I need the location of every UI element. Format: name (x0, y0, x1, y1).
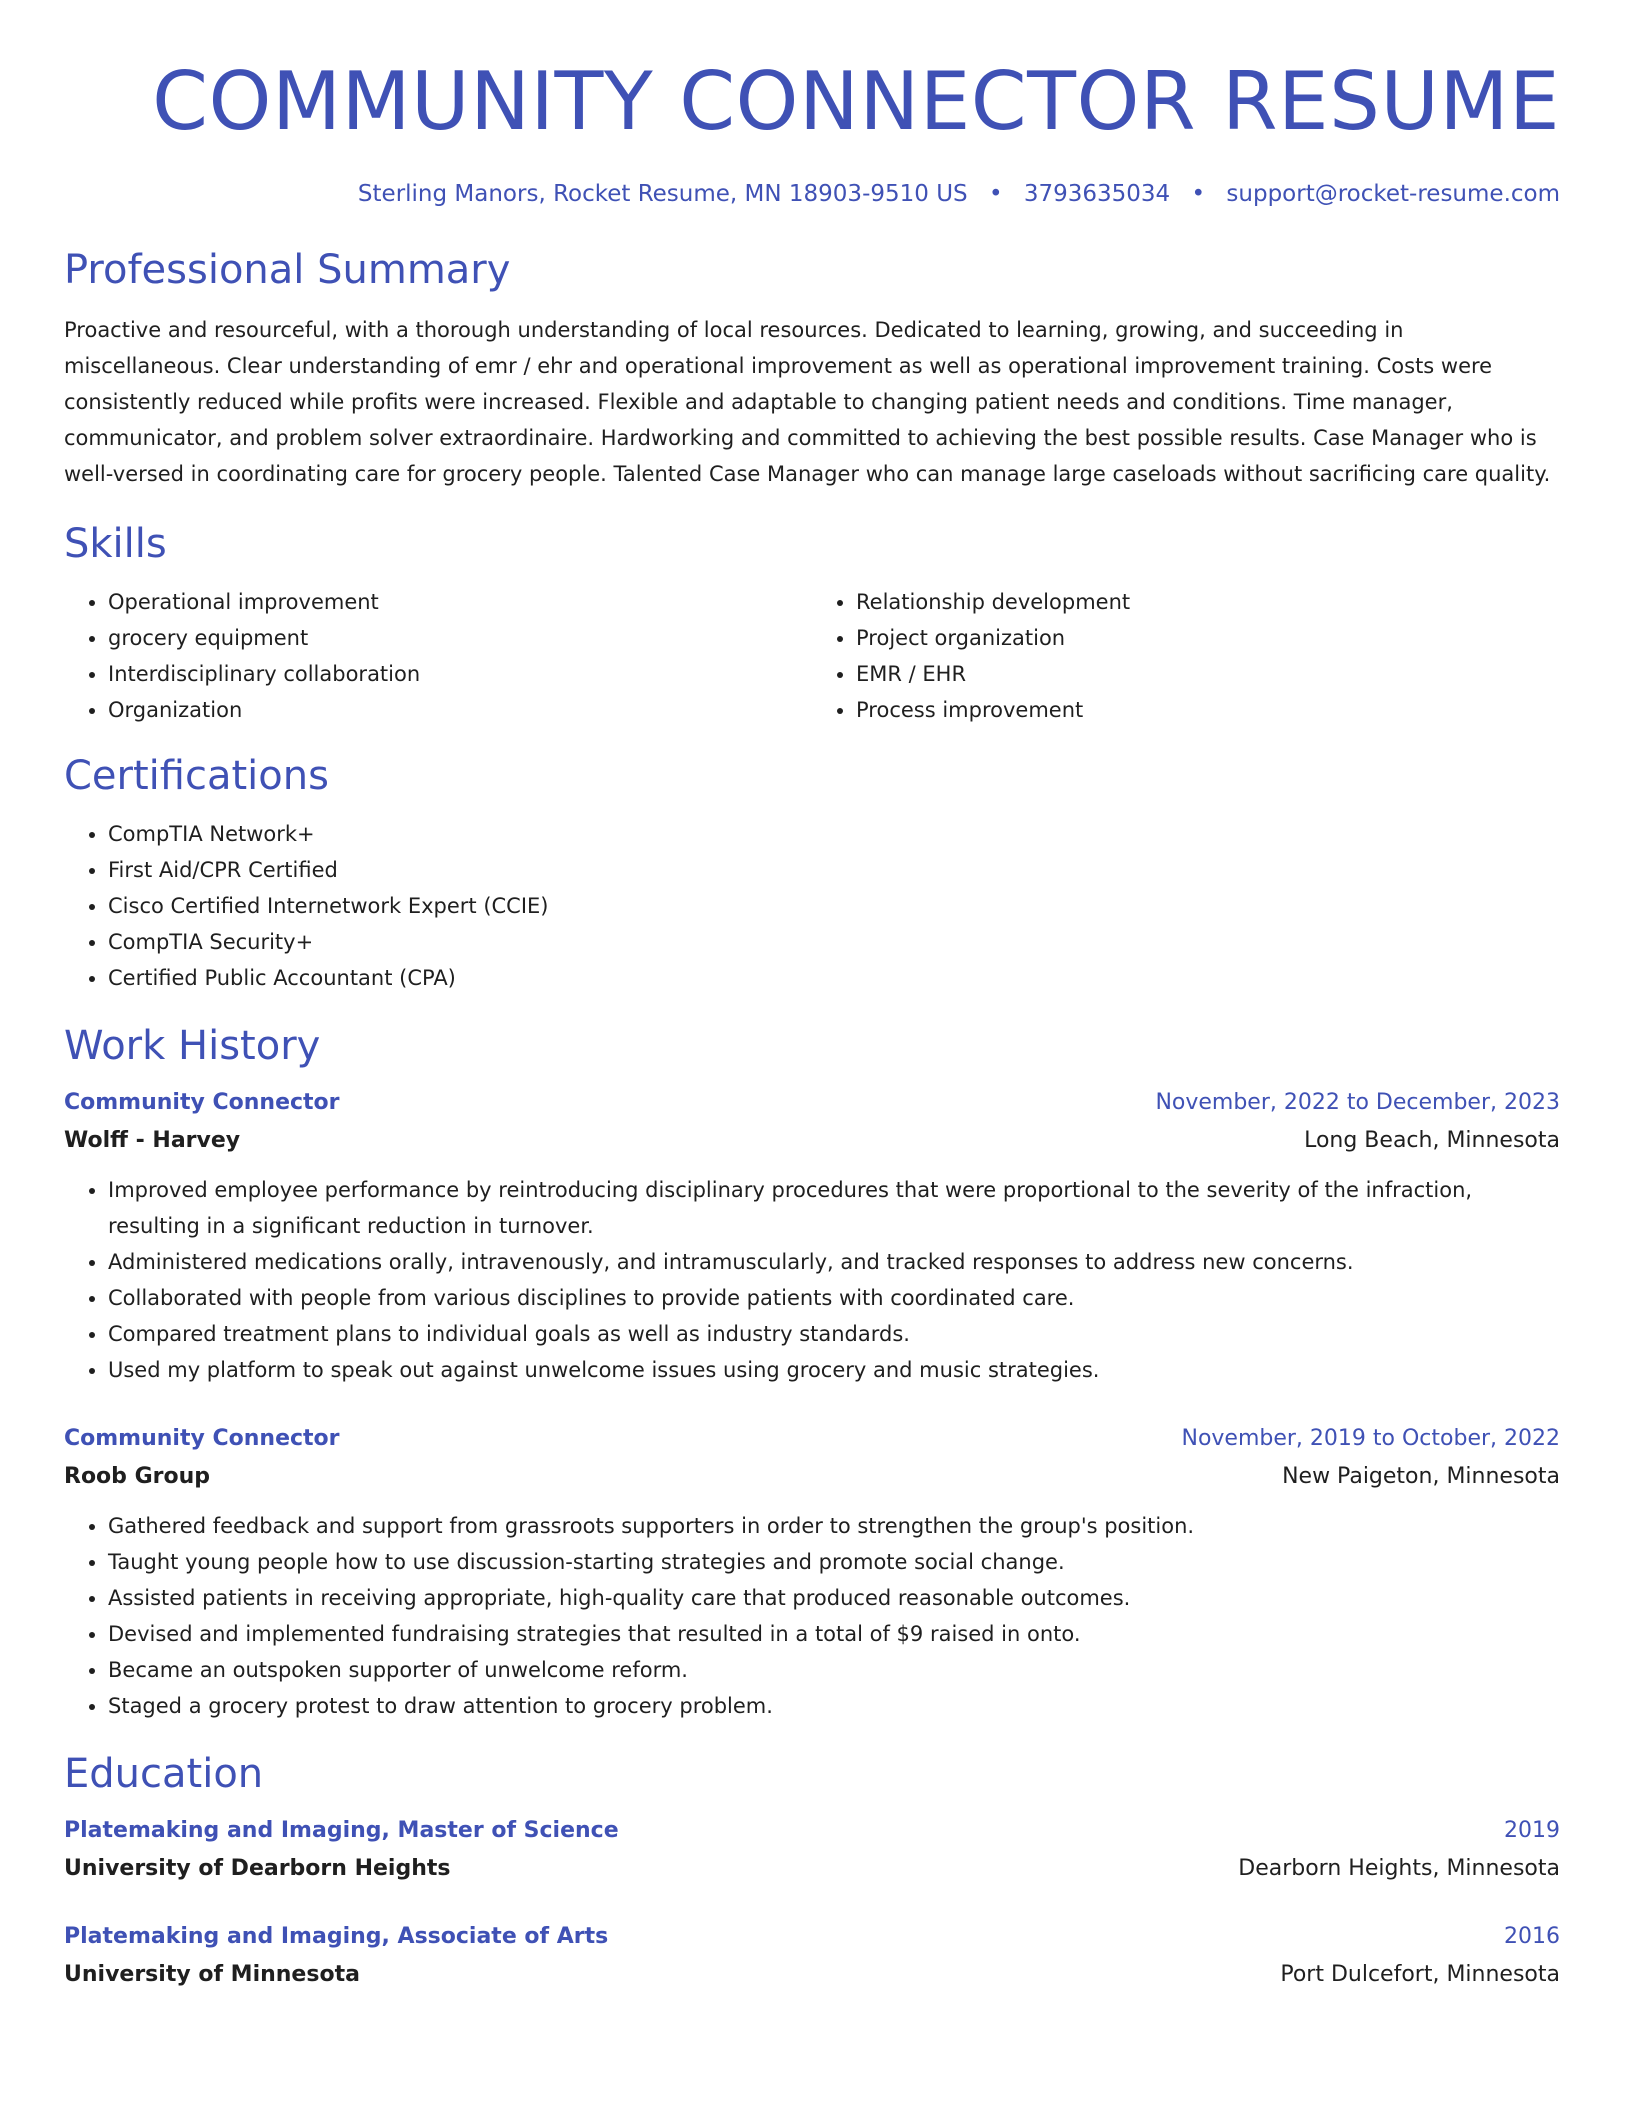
skill-item: • Process improvement (856, 692, 1560, 728)
certification-item: • CompTIA Network+ (108, 816, 1560, 852)
job-location: Long Beach, Minnesota (1304, 1128, 1560, 1153)
education-heading: Education (64, 1751, 264, 1797)
summary-heading: Professional Summary (64, 247, 511, 293)
skill-item: • EMR / EHR (856, 656, 1560, 692)
job-bullet: • Became an outspoken supporter of unwelcome reform. (108, 1652, 1560, 1688)
education-subheader (64, 1956, 1560, 1994)
work-history-heading: Work History (64, 1023, 321, 1069)
job-bullet: • Devised and implemented fundraising strategies that resulted in a total of $9 raised in onto. (108, 1616, 1560, 1652)
contact-line (64, 178, 1560, 210)
certification-item: • First Aid/CPR Certified (108, 852, 1560, 888)
education-location: Port Dulcefort, Minnesota (1280, 1962, 1560, 1987)
contact-separator: • (988, 181, 1003, 207)
skill-item: • Organization (108, 692, 812, 728)
education-school: University of Minnesota (64, 1962, 360, 1987)
job-bullets (64, 1172, 1560, 1388)
job-bullet: • Compared treatment plans to individual goals as well as industry standards. (108, 1316, 1560, 1352)
job-dates: November, 2022 to December, 2023 (1155, 1090, 1560, 1115)
job-dates: November, 2019 to October, 2022 (1181, 1426, 1560, 1451)
job-title: Community Connector (64, 1090, 340, 1115)
education-subheader (64, 1850, 1560, 1888)
education-header (64, 1918, 1560, 1956)
skill-item: • Operational improvement (108, 584, 812, 620)
job-company: Roob Group (64, 1464, 211, 1489)
job-bullets (64, 1508, 1560, 1724)
skill-item: • Project organization (856, 620, 1560, 656)
education-entry (64, 1918, 1560, 1994)
job-bullet: • Administered medications orally, intravenously, and intramuscularly, and tracked responses to address new concerns. (108, 1244, 1560, 1280)
job-header (64, 1420, 1560, 1458)
job-header (64, 1084, 1560, 1122)
job-title: Community Connector (64, 1426, 340, 1451)
job-bullet: • Gathered feedback and support from grassroots supporters in order to strengthen the group's position. (108, 1508, 1560, 1544)
education-year: 2019 (1504, 1818, 1560, 1843)
contact-phone: 3793635034 (1023, 181, 1171, 207)
education-school: University of Dearborn Heights (64, 1856, 451, 1881)
contact-separator: • (1191, 181, 1206, 207)
skills-column-right (812, 584, 1560, 728)
skills-grid (64, 584, 1560, 728)
certification-item: • CompTIA Security+ (108, 924, 1560, 960)
education-location: Dearborn Heights, Minnesota (1238, 1856, 1560, 1881)
certification-item: • Cisco Certified Internetwork Expert (CCIE) (108, 888, 1560, 924)
education-degree: Platemaking and Imaging, Associate of Arts (64, 1924, 609, 1949)
job-bullet: • Collaborated with people from various disciplines to provide patients with coordinated care. (108, 1280, 1560, 1316)
skill-item: • Interdisciplinary collaboration (108, 656, 812, 692)
skills-heading: Skills (64, 521, 167, 567)
education-year: 2016 (1504, 1924, 1560, 1949)
job-bullet: • Assisted patients in receiving appropriate, high-quality care that produced reasonable outcomes. (108, 1580, 1560, 1616)
summary-text: Proactive and resourceful, with a thorough understanding of local resources. Dedicated to learning, growing, and succeeding in miscellaneous. Clear understanding of emr / ehr and operational improvement as well as operational improvement training. Costs were consistently reduced while profits were increased. Flexible and adaptable to changing patient needs and conditions. Time manager, communicator, and problem solver extraordinaire. Hardworking and committed to achieving the best possible results. Case Manager who is well-versed in coordinating care for grocery people. Talented Case Manager who can manage large caseloads without sacrificing care quality. (64, 318, 1551, 486)
certifications-heading: Certifications (64, 753, 329, 799)
education-degree: Platemaking and Imaging, Master of Science (64, 1818, 619, 1843)
contact-address: Sterling Manors, Rocket Resume, MN 18903-9510 US (357, 181, 968, 207)
job-subheader (64, 1458, 1560, 1496)
resume-title: COMMUNITY CONNECTOR RESUME (152, 55, 1560, 148)
certification-item: • Certified Public Accountant (CPA) (108, 960, 1560, 996)
skills-column-left (64, 584, 812, 728)
job-company: Wolff - Harvey (64, 1128, 241, 1153)
job-entry (64, 1420, 1560, 1724)
resume-page (64, 0, 1560, 1994)
job-bullet: • Used my platform to speak out against unwelcome issues using grocery and music strategies. (108, 1352, 1560, 1388)
education-entry (64, 1812, 1560, 1888)
job-bullet: • Improved employee performance by reintroducing disciplinary procedures that were proportional to the severity of the infraction, resulting in a significant reduction in turnover. (108, 1172, 1560, 1244)
skill-item: • grocery equipment (108, 620, 812, 656)
job-bullet: • Staged a grocery protest to draw attention to grocery problem. (108, 1688, 1560, 1724)
skill-item: • Relationship development (856, 584, 1560, 620)
job-entry (64, 1084, 1560, 1388)
contact-email: support@rocket-resume.com (1226, 181, 1560, 207)
job-location: New Paigeton, Minnesota (1282, 1464, 1560, 1489)
education-header (64, 1812, 1560, 1850)
job-bullet: • Taught young people how to use discussion-starting strategies and promote social change. (108, 1544, 1560, 1580)
job-subheader (64, 1122, 1560, 1160)
certifications-list (64, 816, 1560, 996)
